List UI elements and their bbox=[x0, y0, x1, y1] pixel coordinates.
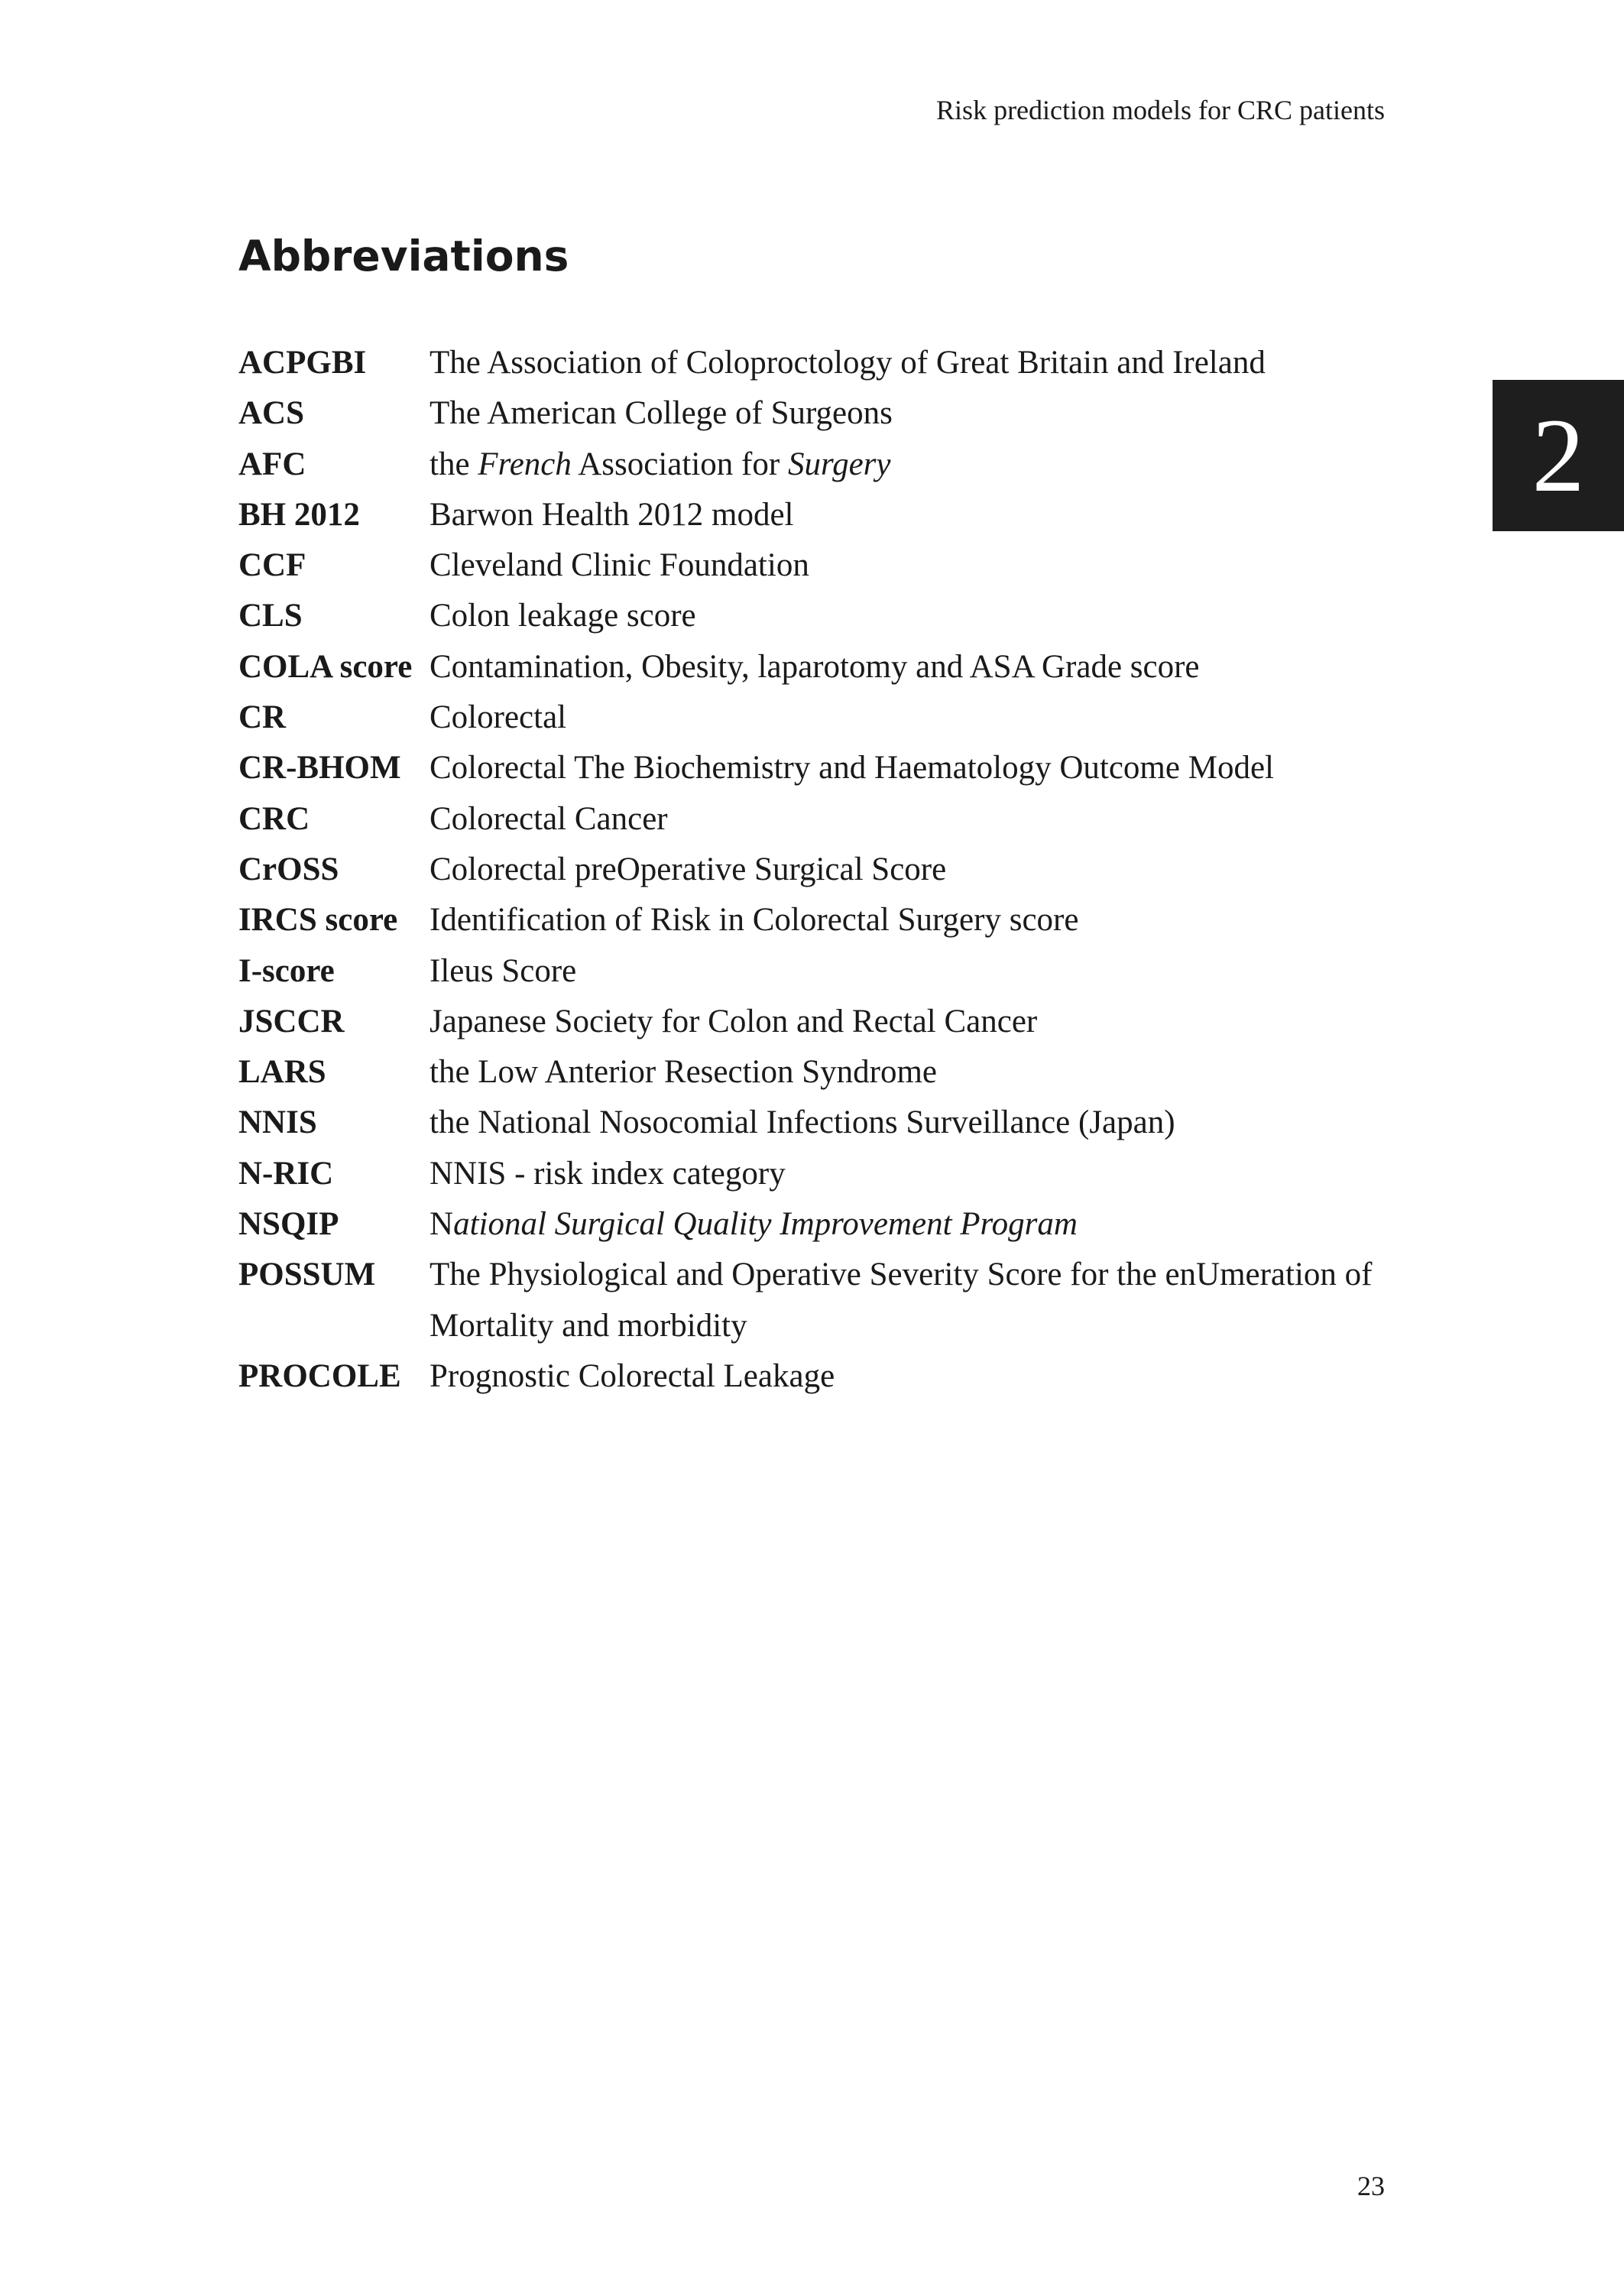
abbreviation-row bbox=[238, 388, 1400, 439]
section-title: Abbreviations bbox=[238, 232, 569, 281]
abbreviation-definition bbox=[430, 692, 1400, 743]
definition-text: N bbox=[430, 1206, 454, 1243]
abbreviation-definition bbox=[430, 338, 1400, 388]
abbreviation-definition bbox=[430, 1098, 1400, 1148]
definition-text: the Low Anterior Resection Syndrome bbox=[430, 1054, 937, 1091]
abbreviation-row bbox=[238, 794, 1400, 845]
abbreviation-definition bbox=[430, 388, 1400, 439]
definition-text: Japanese Society for Colon and Rectal Cancer bbox=[430, 1003, 1038, 1039]
running-header: Risk prediction models for CRC patients bbox=[936, 95, 1385, 125]
definition-text: Contamination, Obesity, laparotomy and ASA Grade score bbox=[430, 648, 1200, 685]
abbreviation-definition bbox=[430, 946, 1400, 997]
definition-text: Colorectal The Biochemistry and Haematology Outcome Model bbox=[430, 750, 1274, 786]
definition-text: Cleveland Clinic Foundation bbox=[430, 547, 809, 584]
definition-text: NNIS - risk index category bbox=[430, 1155, 786, 1192]
abbreviation-term: NNIS bbox=[238, 1104, 317, 1141]
abbreviation-term: I-score bbox=[238, 952, 335, 989]
chapter-number-tab: 2 bbox=[1493, 380, 1624, 531]
abbreviation-term: COLA score bbox=[238, 648, 413, 685]
definition-text: Surgery bbox=[787, 446, 891, 482]
abbreviation-term: LARS bbox=[238, 1054, 326, 1091]
definition-text: Colorectal Cancer bbox=[430, 800, 668, 837]
abbreviation-definition bbox=[430, 743, 1400, 793]
abbreviation-term: ACS bbox=[238, 395, 305, 432]
abbreviation-term: PROCOLE bbox=[238, 1357, 401, 1394]
abbreviation-term: ACPGBI bbox=[238, 345, 367, 381]
abbreviation-row bbox=[238, 591, 1400, 641]
abbreviation-term: BH 2012 bbox=[238, 496, 360, 533]
abbreviation-definition bbox=[430, 1250, 1400, 1351]
abbreviation-definition bbox=[430, 1351, 1400, 1402]
abbreviation-term: POSSUM bbox=[238, 1257, 376, 1293]
abbreviation-term: CLS bbox=[238, 598, 303, 634]
definition-text: Colorectal bbox=[430, 699, 567, 736]
definition-text: Ileus Score bbox=[430, 952, 577, 989]
abbreviation-definition bbox=[430, 642, 1400, 692]
abbreviation-row bbox=[238, 1098, 1400, 1148]
abbreviation-row bbox=[238, 540, 1400, 591]
abbreviation-row bbox=[238, 338, 1400, 388]
abbreviation-row bbox=[238, 743, 1400, 793]
abbreviation-definition bbox=[430, 845, 1400, 895]
abbreviation-definition bbox=[430, 895, 1400, 945]
abbreviation-term: NSQIP bbox=[238, 1206, 339, 1243]
abbreviation-row bbox=[238, 1047, 1400, 1098]
abbreviation-term: JSCCR bbox=[238, 1003, 345, 1039]
abbreviation-row bbox=[238, 1149, 1400, 1199]
definition-text: the bbox=[430, 446, 478, 482]
abbreviation-row bbox=[238, 845, 1400, 895]
abbreviation-definition bbox=[430, 1047, 1400, 1098]
abbreviation-definition bbox=[430, 591, 1400, 641]
abbreviation-row bbox=[238, 997, 1400, 1047]
page-number: 23 bbox=[1357, 2171, 1385, 2201]
definition-text: Barwon Health 2012 model bbox=[430, 496, 794, 533]
definition-text: the National Nosocomial Infections Surveillance (Japan) bbox=[430, 1104, 1175, 1141]
abbreviation-row bbox=[238, 692, 1400, 743]
definition-text: French bbox=[478, 446, 572, 482]
abbreviation-term: CR bbox=[238, 699, 287, 736]
abbreviation-definition bbox=[430, 1149, 1400, 1199]
definition-text: The American College of Surgeons bbox=[430, 395, 893, 432]
abbreviation-row bbox=[238, 946, 1400, 997]
abbreviation-definition bbox=[430, 439, 1400, 490]
definition-text: The Association of Coloproctology of Great Britain and Ireland bbox=[430, 345, 1266, 381]
abbreviation-term: CRC bbox=[238, 800, 310, 837]
abbreviation-row bbox=[238, 895, 1400, 945]
abbreviation-term: CCF bbox=[238, 547, 306, 584]
abbreviation-term: CR-BHOM bbox=[238, 750, 401, 786]
abbreviation-term: CrOSS bbox=[238, 851, 339, 887]
abbreviation-row bbox=[238, 439, 1400, 490]
abbreviation-definition bbox=[430, 540, 1400, 591]
definition-text: Association for bbox=[571, 446, 788, 482]
definition-text: Colorectal preOperative Surgical Score bbox=[430, 851, 947, 887]
abbreviation-definition bbox=[430, 794, 1400, 845]
definition-text: The Physiological and Operative Severity Score for the enUmeration of Mortality and morbidity bbox=[430, 1257, 1373, 1344]
abbreviation-row bbox=[238, 1199, 1400, 1250]
abbreviation-row bbox=[238, 642, 1400, 692]
abbreviation-row bbox=[238, 1250, 1400, 1351]
abbreviation-list bbox=[238, 338, 1400, 1402]
definition-text: Colon leakage score bbox=[430, 598, 696, 634]
abbreviation-row bbox=[238, 490, 1400, 540]
abbreviation-definition bbox=[430, 490, 1400, 540]
definition-text: Identification of Risk in Colorectal Surgery score bbox=[430, 902, 1079, 939]
abbreviation-definition bbox=[430, 1199, 1400, 1250]
definition-text: Prognostic Colorectal Leakage bbox=[430, 1357, 835, 1394]
abbreviation-term: N-RIC bbox=[238, 1155, 334, 1192]
abbreviation-term: AFC bbox=[238, 446, 306, 482]
abbreviation-term: IRCS score bbox=[238, 902, 398, 939]
definition-text: ational Surgical Quality Improvement Program bbox=[453, 1206, 1078, 1243]
abbreviation-row bbox=[238, 1351, 1400, 1402]
abbreviation-definition bbox=[430, 997, 1400, 1047]
